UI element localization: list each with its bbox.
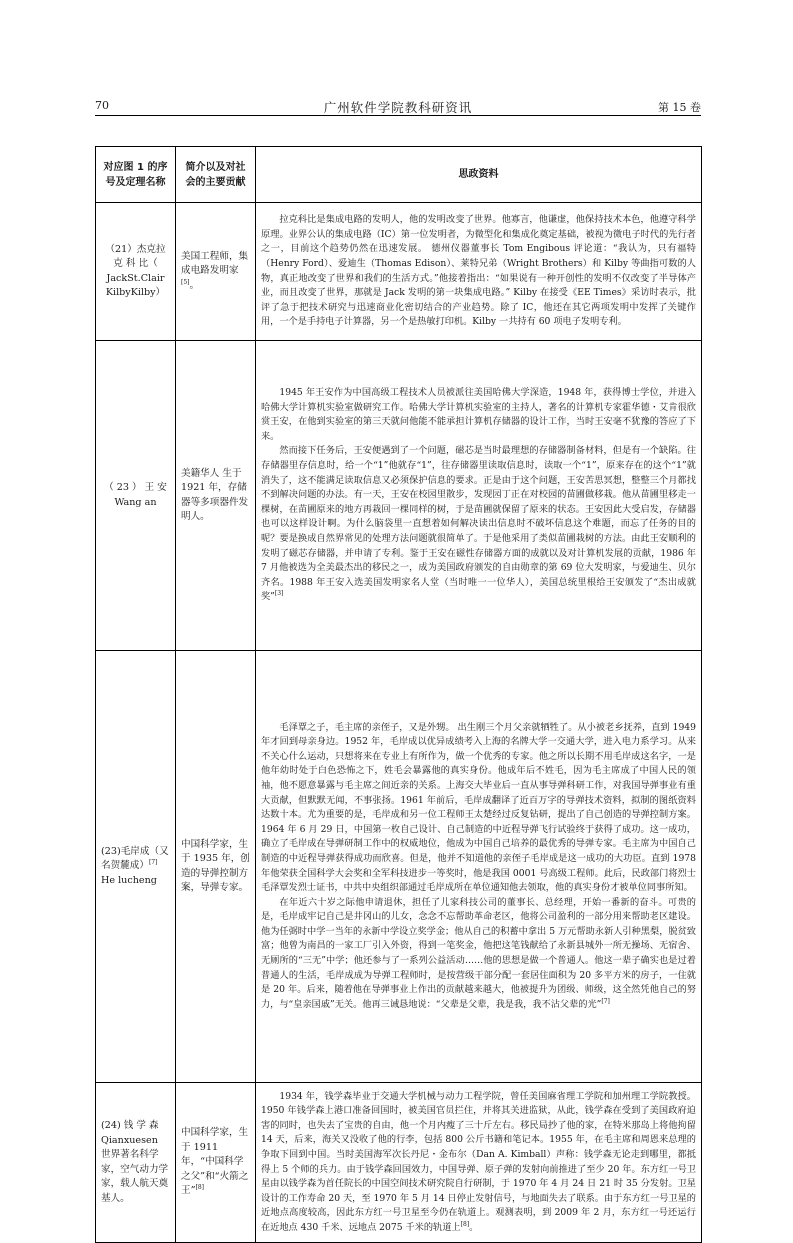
journal-title: 广州软件学院教科研资讯: [323, 100, 473, 115]
header-col-materials: 思政资料: [256, 147, 702, 203]
table-row: [96, 1083, 702, 1243]
row-name-cell: [96, 203, 176, 341]
page-number: 70: [95, 99, 109, 112]
citation-mark: [7]: [601, 997, 610, 1005]
page-header: [95, 97, 701, 116]
row-name-cell: [96, 1083, 176, 1243]
row-name: (24) 钱 学 森 Qianxuesen 世界著名科学家，空气动力学家，载人航天奠基人。: [101, 1120, 169, 1204]
paragraph-text: 1934 年，钱学森毕业于交通大学机械与动力工程学院，曾任美国麻省理工学院和加州理工学院教授。1950 年钱学森上港口准备回国时，被美国官员拦住，并将其关进监狱，从此，钱学森在受到了美国政府迫害的同时，也失去了宝贵的自由，他一个月内瘦了三十斤左右。移民局抄了他的家，在特米那岛上将他拘留 14 天，后来，海关又没收了他的行李，包括 800 公斤书籍和笔记本。1955 年，在毛主席和周恩来总理的争取下回到中国。当时美国海军次长丹尼・金布尔（Dan A. Kimball）声称：钱学森无论走到哪里，都抵得上 5 个师的兵力。由于钱学森回国效力，中国导弹、原子弹的发射向前推进了至少 20 年。东方红一号卫星由以钱学森为首任院长的中国空间技术研究院自行研制，于 1970 年 4 月 24 日 21 时 35 分发射。卫星设计的工作寿命 20 天，至 1970 年 5 月 14 日停止发射信号，与地面失去了联系。由于东方红一号卫星的近地点高度较高，因此东方红一号卫星至今仍在轨道上。观测表明，到 2009 年 2 月，东方红一号还运行在近地点 430 千米、远地点 2075 千米的轨道上: [261, 1090, 696, 1233]
paragraph: [261, 896, 696, 1013]
citation-mark: [5]: [181, 278, 190, 286]
paragraph-text: 毛泽覃之子，毛主席的亲侄子，又是外甥。 出生刚三个月父亲就牺牲了。从小被老乡抚养，直到 1949 年才回到母亲身边。1952 年，毛岸成以优异成绩考入上海的名牌大学一交通大学，进入电力系学习。从来不关心什么运动，只想将来在专业上有所作为，做一个优秀的专家。他之所以长期不用毛岸成这名字，一是他年幼时处于白色恐怖之下，姓毛会暴露他的真实身份。他成年后不姓毛，因为毛主席成了中国人民的领袖，他不愿意暴露与毛主席之间近亲的关系。上海交大毕业后一直从事导弹科研工作，对我国导弹事业有重大贡献，但默默无闻，不事张扬。1961 年前后，毛岸成翻译了近百万字的导弹技术资料，拟制的图纸资料达数十本。尤为重要的是，毛岸成和另一位工程师王太楚经过反复钻研，提出了自己创造的导弹控制方案。1964 年 6 月 29 日，中国第一枚自己设计、自己制造的中近程导弹飞行试验终于获得了成功。这一成功，确立了毛岸成在导弹研制工作中的权威地位，他成为中国自己培养的最优秀的导弹专家。毛主席为中国自己制造的中近程导弹获得成功而欣喜。但是，他并不知道他的亲侄子毛岸成是这一成功的大功臣。直到 1978 年他荣获全国科学大会奖和全军科技进步一等奖时，他是我国 0001 号高级工程师。此后，民政部门将烈士毛泽覃发烈士证书，中共中央组织部通过毛岸成所在单位通知他去领取，他的真实身份才被单位同事所知。: [261, 721, 696, 894]
paragraph: [261, 213, 696, 330]
paragraph-text: 然而接下任务后，王安便遇到了一个问题，磁芯是当时最理想的存储器制备材料，但是有一个缺陷。往存储器里存信息时，给一个“1”他就存“1”，往存储器里读取信息时，读取一个“1”，原来存在的这个“1”就消失了，这不能满足读取信息又必须保护信息的要求。正是由于这个问题，王安苦思冥想，整整三个月都找不到解决问题的办法。有一天，王安在校园里散步，发现园丁正在对校园的苗圃做移栽。他从苗圃里移走一棵树，在苗圃原来的地方再栽回一棵同样的树，于是苗圃就保留了原来的状态。王安因此大受启发，存储器也可以这样设计啊。为什么脑袋里一直想着如何解决读出信息时不破坏信息这个难题，而忘了任务的目的呢？要是换成自然界常见的处理方法问题就很简单了。于是他采用了类似苗圃栽树的方法。由此王安顺利的发明了磁芯存储器，并申请了专利。鉴于王安在磁性存储器方面的成就以及对计算机发展的贡献，1986 年 7 月他被选为全美最杰出的移民之一，成为美国政府颁发的自由勋章的第 69 位大发明家，与爱迪生、贝尔齐名。1988 年王安入选美国发明家名人堂（当时唯一一位华人），美国总统里根给王安颁发了“杰出成就奖”: [261, 445, 696, 603]
citation-mark: [8]: [195, 1184, 204, 1192]
header-col-name: 对应图 1 的序号及定理名称: [96, 147, 176, 203]
table-row: [96, 203, 702, 341]
row-name-cell: [96, 341, 176, 651]
paragraph: [261, 1090, 696, 1236]
citation-mark: [7]: [148, 859, 158, 867]
table-header-row: [96, 147, 702, 203]
row-intro: 中国科学家，生于 1935 年，创造的导弹控制方案，导弹专家。: [181, 838, 250, 893]
row-materials-cell: [256, 1083, 702, 1243]
row-name: (23)毛岸成（又名贺麓成）: [101, 845, 169, 872]
paragraph-text: 拉克科比是集成电路的发明人，他的发明改变了世界。他寡言，他谦虚，他保持技术本色，他遵守科学原理。业界公认的集成电路（IC）第一位发明者，为微型化和集成化奠定基础，被视为微电子时代的先行者之一，目前这个趋势仍然在迅速发展。 德州仪器董事长 Tom Engibous 评论道：“我认为，只有福特（Henry Ford）、爱迪生（Thomas Edison）、莱特兄弟（Wright Brothers）和 Kilby 等曲指可数的人物，真正地改变了世界和我们的生活方式。”他接着指出：“如果说有一种开创性的发明不仅改变了半导体产业，而且改变了世界，那就是 Jack 发明的第一块集成电路。” Kilby 在接受《EE Times》采访时表示，批评了急于把技术研究与迅速商业化密切结合的产业趋势。除了 IC，他还在其它两项发明中发挥了关键作用，一个是手持电子计算器，另一个是热敏打印机。Kilby 一共持有 60 项电子发明专利。: [261, 214, 696, 328]
header-col-intro: 简介以及对社会的主要贡献: [176, 147, 256, 203]
row-intro-cell: [176, 1083, 256, 1243]
row-intro-cell: [176, 203, 256, 341]
citation-mark: [3]: [274, 590, 284, 598]
row-materials-cell: [256, 341, 702, 651]
row-materials-cell: [256, 651, 702, 1083]
paragraph-text: 1945 年王安作为中国高级工程技术人员被派往美国哈佛大学深造，1948 年，获得博士学位，并进入哈佛大学计算机实验室做研究工作。哈佛大学计算机实验室的主持人，著名的计算机专家霍华德・艾肯很欣赏王安，在他到实验室的第三天就问他能不能承担计算机存储器的设计工作，当时王安毫不犹豫的答应了下来。: [261, 387, 696, 442]
row-name-cell: [96, 651, 176, 1083]
row-intro-cell: [176, 651, 256, 1083]
table-row: [96, 341, 702, 651]
row-intro-cell: [176, 341, 256, 651]
row-intro: 中国科学家，生于 1911 年，“中国科学之父”和“火箭之王”: [181, 1127, 249, 1197]
row-name-en: He lucheng: [101, 874, 157, 886]
row-materials-cell: [256, 203, 702, 341]
table-row: [96, 651, 702, 1083]
row-intro: 美国工程师，集成电路发明家: [181, 250, 249, 277]
citation-mark: [8]: [460, 1220, 470, 1228]
paragraph-text: 在年近六十岁之际他申请退休，担任了儿家科技公司的董事长、总经理，开始一番新的奋斗。可贵的是，毛岸成牢记自己是井冈山的儿女，念念不忘帮助革命老区，他将公司盈利的一部分用来帮助老区建设。他为任弼时中学一当年的永新中学设立奖学金；他从自己的积蓄中拿出 5 万元帮助永新人引种黑梨，脱贫致富；他曾为南昌的一家工厂引入外资，得到一笔奖金，他把这笔钱献给了永新县城外一所无操场、无宿舍、无厕所的“三无”中学；他还参与了一系列公益活动……他的思想是做一个普通人。他这一辈子确实也是过着普通人的生活，毛岸成成为导弹工程师时，是按营级干部分配一套居住面积为 20 多平方米的房子，一住就是 20 年。后来，随着他在导弹事业上作出的贡献越来越大，他被提升为团级、师级，这全然凭他自己的努力，与“皇亲国戚”无关。他再三诫恳地说：“父辈是父辈，我是我，我不沾父辈的光”: [261, 896, 696, 1010]
paragraph-suffix: 。: [469, 1221, 479, 1233]
paragraph: [261, 444, 696, 605]
volume-label: 第 15 卷: [658, 101, 701, 114]
ideology-materials-table: [95, 146, 702, 1243]
paragraph: [261, 721, 696, 896]
row-name: （21）杰克拉克 科 比（ JackSt.Clair KilbyKilby）: [105, 243, 166, 298]
paragraph: [261, 386, 696, 444]
row-name: （ 23 ） 王 安 Wang an: [104, 482, 167, 508]
row-intro: 美籍华人 生于 1921 年，存储器等多项器件发明人。: [181, 467, 249, 522]
row-intro-suffix: 。: [189, 279, 200, 291]
